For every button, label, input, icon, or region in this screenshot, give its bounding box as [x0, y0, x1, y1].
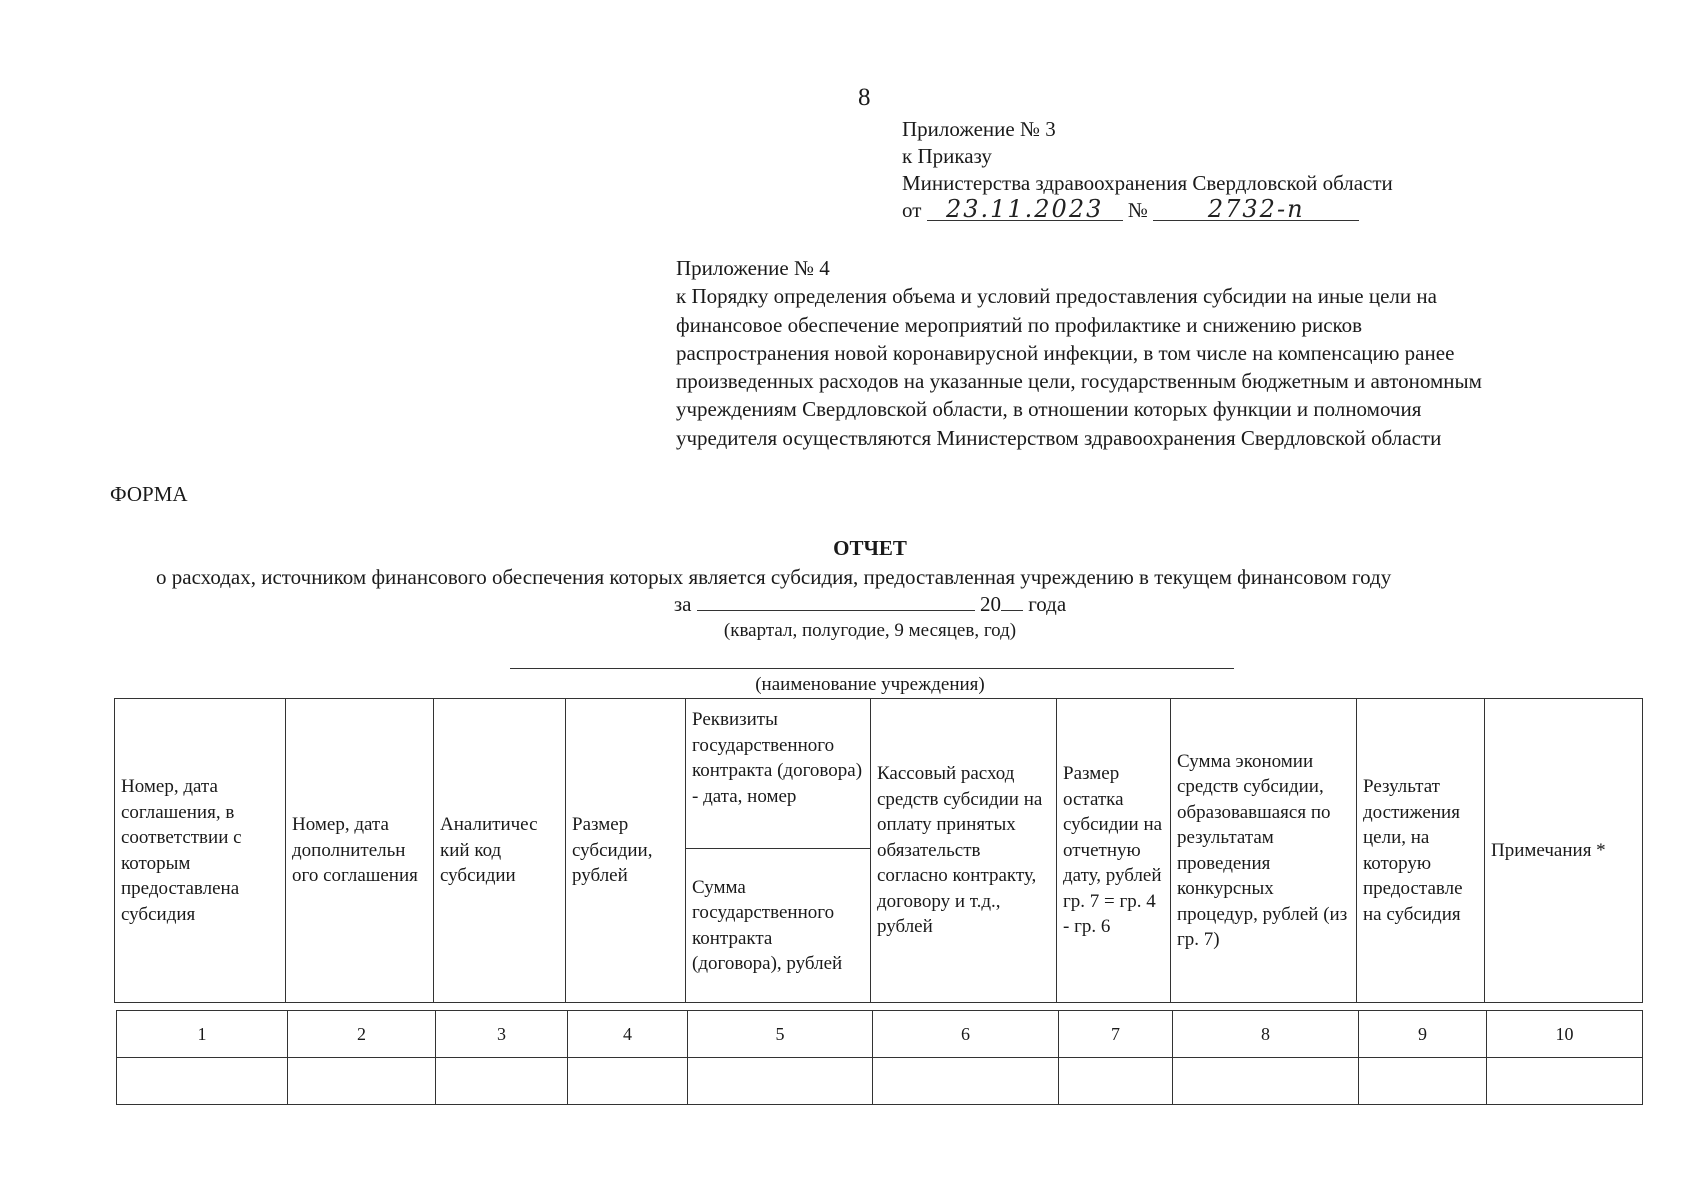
report-data-table — [116, 1010, 1643, 1105]
header-contract-details: Реквизиты государственного контракта (договора) - дата, номер — [686, 699, 871, 849]
column-number: 7 — [1059, 1011, 1173, 1058]
header-subsidy-amount: Размер субсидии, рублей — [566, 699, 686, 1003]
empty-cell — [688, 1058, 873, 1105]
date-prefix: от — [902, 198, 922, 222]
header-agreement: Номер, дата соглашения, в соответствии с которым предоставлена субсидия — [115, 699, 286, 1003]
period-suffix: года — [1028, 592, 1067, 616]
page-number: 8 — [858, 84, 871, 111]
report-title: ОТЧЕТ — [833, 536, 907, 560]
appendix-3-ministry: Министерства здравоохранения Свердловской области — [902, 171, 1393, 195]
report-period-row — [0, 592, 1696, 617]
empty-cell — [436, 1058, 568, 1105]
column-number: 4 — [568, 1011, 688, 1058]
institution-hint: (наименование учреждения) — [755, 674, 985, 695]
appendix-3-block — [902, 116, 1393, 224]
report-subtitle: о расходах, источником финансового обеспечения которых является субсидия, предоставленная учреждению в текущем финансовом году — [156, 565, 1392, 589]
number-prefix: № — [1127, 198, 1148, 222]
appendix-4-block — [676, 254, 1626, 452]
appendix-3-title: Приложение № 3 — [902, 117, 1056, 141]
appendix-4-line: к Порядку определения объема и условий предоставления субсидии на иные цели на — [676, 284, 1437, 309]
empty-cell — [568, 1058, 688, 1105]
period-year: 20 — [979, 592, 1001, 616]
period-prefix: за — [673, 592, 692, 616]
header-analytic-code: Аналитичес кий код субсидии — [434, 699, 566, 1003]
appendix-3-order-ref: к Приказу — [902, 144, 992, 168]
header-result: Результат достижения цели, на которую предоставле на субсидия — [1357, 699, 1485, 1003]
period-hint: (квартал, полугодие, 9 месяцев, год) — [723, 620, 1017, 641]
appendix-4-line: финансовое обеспечение мероприятий по профилактике и снижению рисков — [676, 312, 1363, 337]
empty-cell — [288, 1058, 436, 1105]
header-remainder: Размер остатка субсидии на отчетную дату, рублей гр. 7 = гр. 4 - гр. 6 — [1057, 699, 1171, 1003]
header-contract-sum: Сумма государственного контракта (договора), рублей — [686, 849, 871, 1003]
empty-cell — [117, 1058, 288, 1105]
appendix-4-line: распространения новой коронавирусной инфекции, в том числе на компенсацию ранее — [676, 340, 1455, 365]
column-number: 2 — [288, 1011, 436, 1058]
year-blank — [1001, 592, 1023, 611]
empty-cell — [1359, 1058, 1487, 1105]
appendix-4-line: Приложение № 4 — [676, 256, 830, 280]
header-savings: Сумма экономии средств субсидии, образовавшаяся по результатам проведения конкурсных процедур, рублей (из гр. 7) — [1171, 699, 1357, 1003]
period-blank — [697, 592, 975, 611]
report-header-table — [114, 698, 1643, 1003]
column-number: 9 — [1359, 1011, 1487, 1058]
appendix-3-date-row — [902, 197, 1393, 224]
appendix-4-line: учредителя осуществляются Министерством здравоохранения Свердловской области — [676, 425, 1442, 450]
appendix-4-line: учреждениям Свердловской области, в отношении которых функции и полномочия — [676, 397, 1422, 422]
header-notes: Примечания * — [1485, 699, 1643, 1003]
column-number: 10 — [1487, 1011, 1643, 1058]
column-number: 3 — [436, 1011, 568, 1058]
appendix-4-line: произведенных расходов на указанные цели, государственным бюджетным и автономным — [676, 369, 1482, 394]
handwritten-date: 23.11.2023 — [927, 198, 1123, 221]
empty-cell — [873, 1058, 1059, 1105]
empty-cell — [1173, 1058, 1359, 1105]
header-additional-agreement: Номер, дата дополнительн ого соглашения — [286, 699, 434, 1003]
column-number: 5 — [688, 1011, 873, 1058]
institution-name-line — [510, 668, 1234, 669]
empty-cell — [1059, 1058, 1173, 1105]
empty-cell — [1487, 1058, 1643, 1105]
column-number: 1 — [117, 1011, 288, 1058]
column-number: 6 — [873, 1011, 1059, 1058]
header-cash-expense: Кассовый расход средств субсидии на оплату принятых обязательств согласно контракту, договору и т.д., рублей — [871, 699, 1057, 1003]
column-number: 8 — [1173, 1011, 1359, 1058]
forma-label: ФОРМА — [110, 482, 188, 506]
handwritten-order-number: 2732-п — [1153, 198, 1359, 221]
